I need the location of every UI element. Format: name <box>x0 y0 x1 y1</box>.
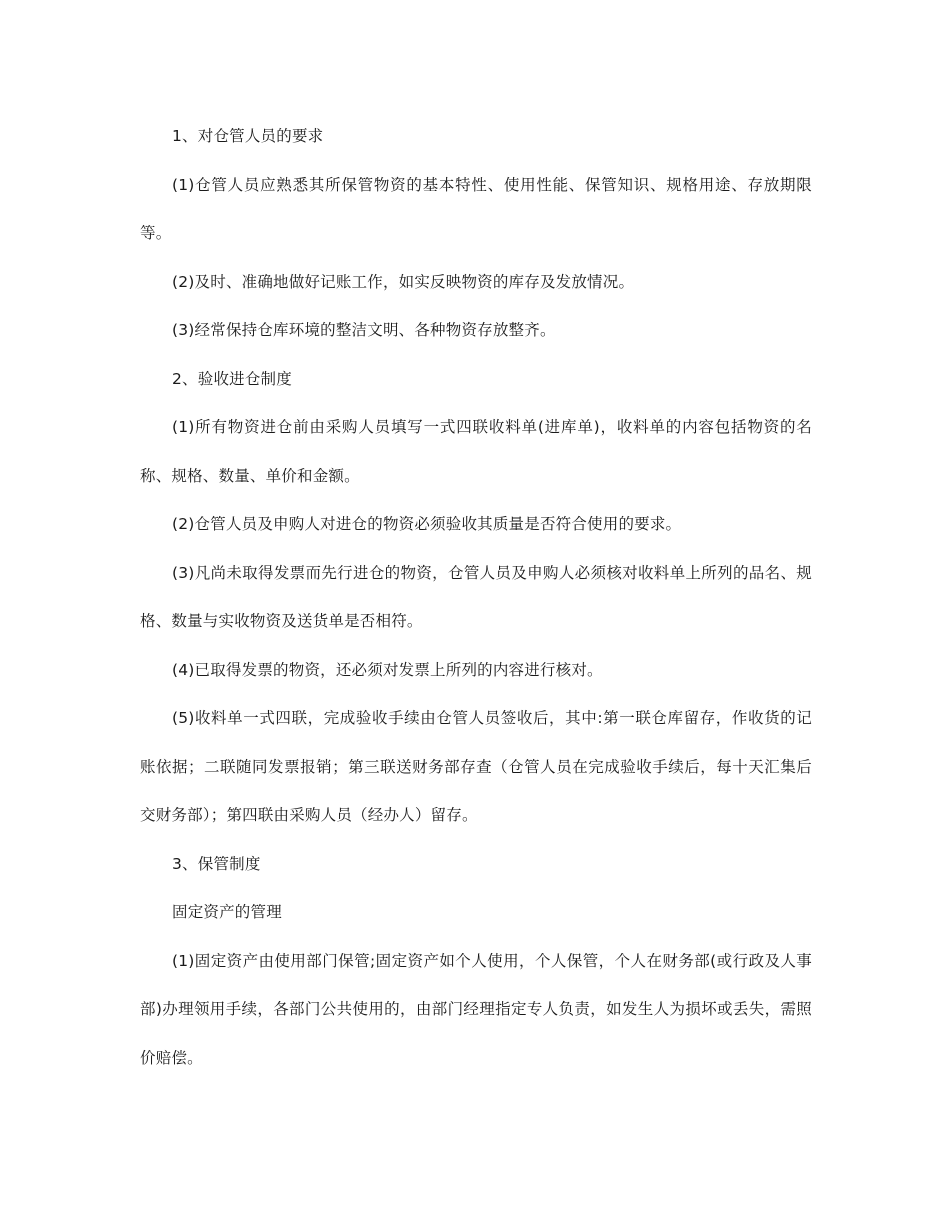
paragraph-inspection-3: (3)凡尚未取得发票而先行进仓的物资，仓管人员及申购人必须核对收料单上所列的品名、规格、数量与实收物资及送货单是否相符。 <box>140 563 812 630</box>
paragraph-requirement-1: (1)仓管人员应熟悉其所保管物资的基本特性、使用性能、保管知识、规格用途、存放期限等。 <box>140 175 812 242</box>
paragraph-fixed-assets-1: (1)固定资产由使用部门保管;固定资产如个人使用，个人保管，个人在财务部(或行政及人事部)办理领用手续，各部门公共使用的，由部门经理指定专人负责，如发生人为损坏或丢失，需照价赔偿。 <box>140 951 812 1067</box>
heading-warehouse-staff-requirements: 1、对仓管人员的要求 <box>172 127 324 145</box>
subheading-fixed-assets: 固定资产的管理 <box>172 903 282 921</box>
paragraph-inspection-1: (1)所有物资进仓前由采购人员填写一式四联收料单(进库单)，收料单的内容包括物资的名称、规格、数量、单价和金额。 <box>140 418 812 485</box>
heading-inspection-warehousing: 2、验收进仓制度 <box>172 369 292 388</box>
paragraph-inspection-5: (5)收料单一式四联，完成验收手续由仓管人员签收后，其中:第一联仓库留存，作收货的记账依据；二联随同发票报销；第三联送财务部存查（仓管人员在完成验收手续后，每十天汇集后交财务部）；第四联由采购人员（经办人）留存。 <box>140 709 812 824</box>
paragraph-requirement-2: (2)及时、准确地做好记账工作，如实反映物资的库存及发放情况。 <box>172 272 635 291</box>
paragraph-inspection-4: (4)已取得发票的物资，还必须对发票上所列的内容进行核对。 <box>172 660 603 679</box>
heading-custody-system: 3、保管制度 <box>172 854 261 873</box>
paragraph-inspection-2: (2)仓管人员及申购人对进仓的物资必须验收其质量是否符合使用的要求。 <box>172 515 682 533</box>
document-body <box>140 112 812 1082</box>
paragraph-requirement-3: (3)经常保持仓库环境的整洁文明、各种物资存放整齐。 <box>172 321 556 339</box>
